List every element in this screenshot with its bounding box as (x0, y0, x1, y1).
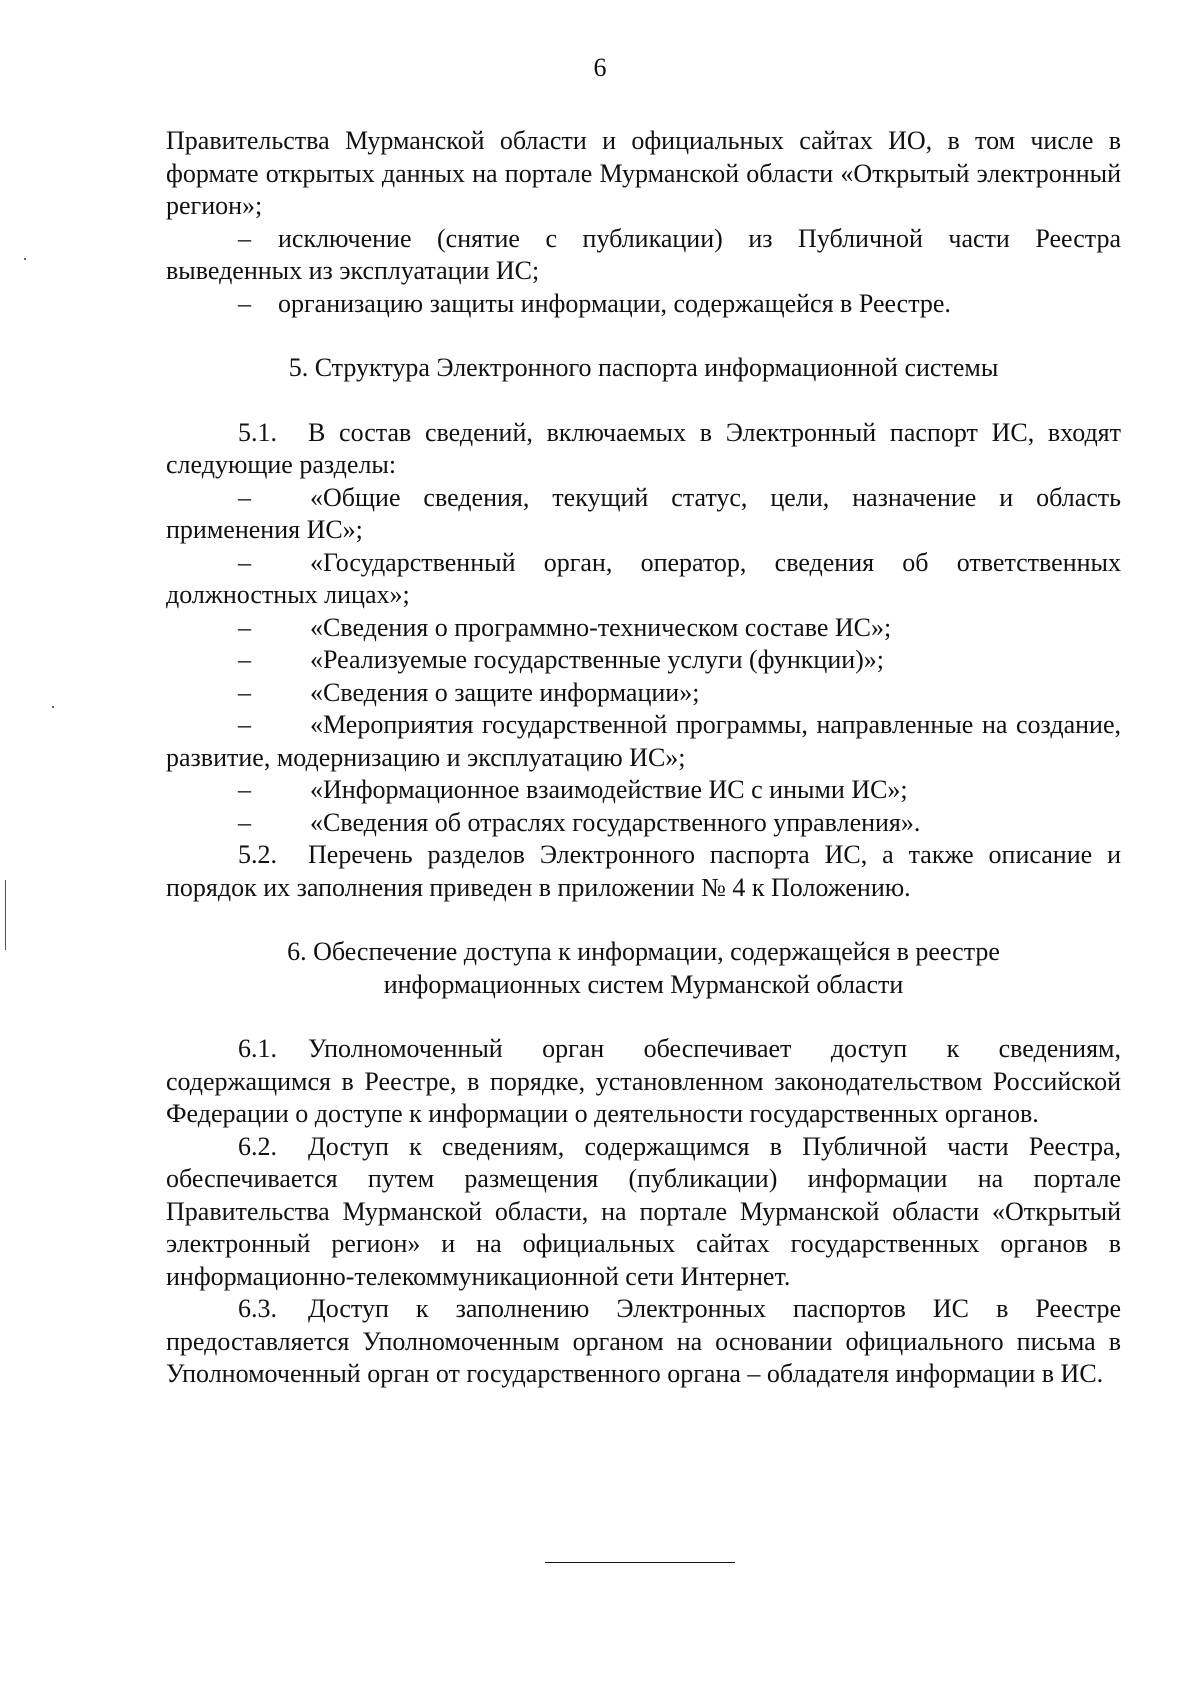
paragraph-number: 5.1. (238, 417, 277, 447)
paragraph-6-2 (166, 1131, 1121, 1294)
list-item-text: «Реализуемые государственные услуги (функции)»; (310, 645, 885, 674)
section-6-heading (166, 936, 1121, 1001)
paragraph-6-1 (166, 1033, 1121, 1131)
paragraph-number: 5.2. (238, 840, 277, 869)
list-dash: – (238, 612, 251, 642)
list-item (166, 677, 1121, 710)
list-item-text: организацию защиты информации, содержащейся в Реестре. (278, 288, 951, 318)
document-body (166, 125, 1121, 1391)
paragraph-text: Доступ к сведениям, содержащимся в Публичной части Реестра, обеспечивается путем размещения (публикации) информации на портале Правительства Мурманской области, на портале Мурманской области «Открытый электронный регион» и на официальных сайтах государственных органов в информационно-телекоммуникационной сети Интернет. (166, 1131, 1121, 1291)
list-item-text: «Мероприятия государственной программы, направленные на создание, развитие, модернизацию и эксплуатацию ИС»; (166, 710, 1121, 772)
section-5-heading: 5. Структура Электронного паспорта информационной системы (288, 353, 999, 382)
list-item (166, 547, 1121, 612)
page-number: 6 (593, 53, 607, 82)
list-dash: – (238, 710, 251, 739)
spacer (166, 1001, 1121, 1033)
paragraph-6-3 (166, 1293, 1121, 1391)
paragraph-text: Уполномоченный орган обеспечивает доступ к сведениям, содержащимся в Реестре, в порядке, установленном законодательством Российской Федерации о доступе к информации о деятельности государственных органов. (166, 1034, 1121, 1128)
list-dash: – (238, 288, 251, 318)
scan-artifact-dot (24, 258, 26, 260)
spacer (166, 385, 1121, 417)
list-item-text: «Государственный орган, оператор, сведения об ответственных должностных лицах»; (166, 547, 1121, 609)
paragraph-text: В состав сведений, включаемых в Электронный паспорт ИС, входят следующие разделы: (166, 417, 1121, 479)
end-of-document-rule (545, 1562, 735, 1563)
list-dash: – (238, 645, 251, 674)
list-item-text: «Сведения о защите информации»; (310, 677, 700, 707)
list-item-text: исключение (снятие с публикации) из Публичной части Реестра выведенных из эксплуатации ИС; (166, 223, 1121, 285)
list-item (166, 612, 1121, 645)
spacer (166, 904, 1121, 936)
paragraph-5-1 (166, 417, 1121, 482)
paragraph-number: 6.3. (238, 1294, 277, 1323)
list-item-text: «Информационное взаимодействие ИС с иными ИС»; (310, 775, 908, 804)
list-item (166, 774, 1121, 807)
spacer (166, 320, 1121, 352)
list-item (166, 482, 1121, 547)
list-item-text: «Общие сведения, текущий статус, цели, назначение и область применения ИС»; (166, 482, 1121, 544)
paragraph-number: 6.2. (238, 1131, 277, 1161)
list-item (166, 644, 1121, 677)
list-item (166, 709, 1121, 774)
section-6-heading-line-2: информационных систем Мурманской области (383, 969, 904, 999)
paragraph-5-2 (166, 839, 1121, 904)
list-dash: – (238, 807, 251, 837)
list-dash: – (238, 482, 251, 512)
paragraph-number: 6.1. (238, 1034, 277, 1063)
continued-paragraph: Правительства Мурманской области и официальных сайтах ИО, в том числе в формате открытых данных на портале Мурманской области «Открытый электронный регион»; (166, 126, 1121, 220)
list-item-text: «Сведения об отраслях государственного управления». (310, 807, 921, 837)
scan-artifact-dot (52, 706, 54, 708)
list-item (166, 288, 1121, 321)
paragraph-text: Доступ к заполнению Электронных паспортов ИС в Реестре предоставляется Уполномоченным органом на основании официального письма в Уполномоченный орган от государственного органа – обладателя информации в ИС. (166, 1294, 1121, 1388)
list-dash: – (238, 547, 251, 577)
scan-artifact-line (5, 880, 6, 950)
list-dash: – (238, 677, 251, 707)
list-item (166, 223, 1121, 288)
list-item-text: «Сведения о программно-техническом составе ИС»; (310, 612, 892, 642)
paragraph-text: Перечень разделов Электронного паспорта ИС, а также описание и порядок их заполнения приведен в приложении № 4 к Положению. (166, 840, 1121, 902)
list-dash: – (238, 223, 251, 253)
section-6-heading-line-1: 6. Обеспечение доступа к информации, содержащейся в реестре (287, 937, 1000, 966)
list-dash: – (238, 775, 251, 804)
list-item (166, 807, 1121, 840)
